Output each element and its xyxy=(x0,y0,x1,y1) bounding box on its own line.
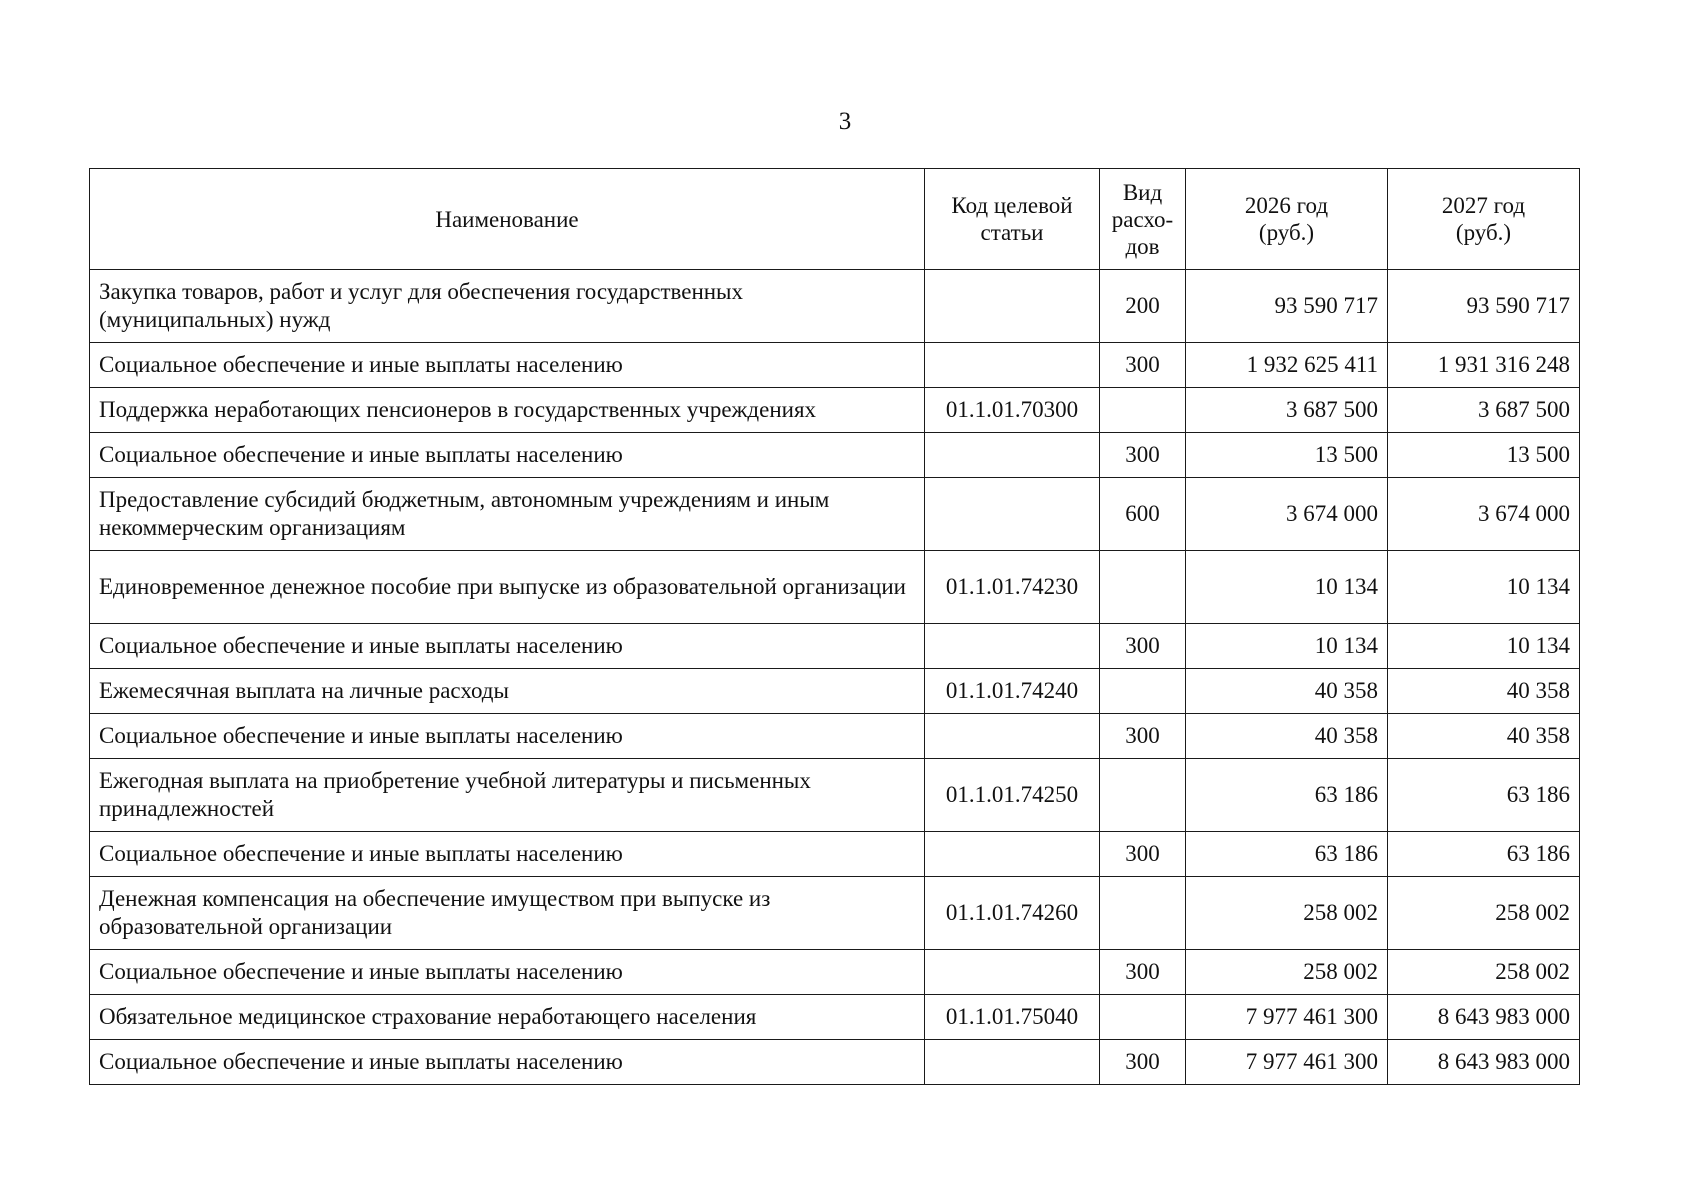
row-name: Ежегодная выплата на приобретение учебной литературы и письменных принадлежностей xyxy=(90,759,925,832)
table-row xyxy=(90,759,1580,832)
row-2027: 40 358 xyxy=(1388,669,1580,714)
row-kind: 300 xyxy=(1100,950,1186,995)
row-2027: 40 358 xyxy=(1388,714,1580,759)
table-header xyxy=(90,169,1580,270)
row-kind xyxy=(1100,995,1186,1040)
row-kind xyxy=(1100,669,1186,714)
page-number: 3 xyxy=(838,108,852,135)
budget-table xyxy=(89,168,1580,1085)
row-code xyxy=(925,714,1100,759)
row-code: 01.1.01.70300 xyxy=(925,388,1100,433)
row-kind: 300 xyxy=(1100,832,1186,877)
row-2026: 63 186 xyxy=(1186,832,1388,877)
row-code xyxy=(925,1040,1100,1085)
table-row xyxy=(90,877,1580,950)
row-name: Социальное обеспечение и иные выплаты населению xyxy=(90,624,925,669)
table-row xyxy=(90,832,1580,877)
row-2026: 13 500 xyxy=(1186,433,1388,478)
row-code xyxy=(925,478,1100,551)
row-name: Единовременное денежное пособие при выпуске из образовательной организации xyxy=(90,551,925,624)
header-kind: Вид расхо- дов xyxy=(1100,169,1186,270)
row-name: Социальное обеспечение и иные выплаты населению xyxy=(90,832,925,877)
row-kind xyxy=(1100,388,1186,433)
row-kind: 300 xyxy=(1100,343,1186,388)
row-2026: 258 002 xyxy=(1186,877,1388,950)
row-kind: 300 xyxy=(1100,714,1186,759)
row-code: 01.1.01.74240 xyxy=(925,669,1100,714)
row-2027: 13 500 xyxy=(1388,433,1580,478)
row-kind: 300 xyxy=(1100,433,1186,478)
row-2026: 93 590 717 xyxy=(1186,270,1388,343)
row-name: Обязательное медицинское страхование неработающего населения xyxy=(90,995,925,1040)
row-2027: 10 134 xyxy=(1388,551,1580,624)
row-2027: 93 590 717 xyxy=(1388,270,1580,343)
row-2026: 3 674 000 xyxy=(1186,478,1388,551)
table-row xyxy=(90,995,1580,1040)
row-code: 01.1.01.74230 xyxy=(925,551,1100,624)
row-2026: 7 977 461 300 xyxy=(1186,995,1388,1040)
row-kind: 600 xyxy=(1100,478,1186,551)
row-name: Ежемесячная выплата на личные расходы xyxy=(90,669,925,714)
table-row xyxy=(90,388,1580,433)
row-name: Закупка товаров, работ и услуг для обеспечения государственных (муниципальных) нужд xyxy=(90,270,925,343)
header-2026: 2026 год (руб.) xyxy=(1186,169,1388,270)
header-row xyxy=(90,169,1580,270)
table-row xyxy=(90,343,1580,388)
header-code: Код целевой статьи xyxy=(925,169,1100,270)
table-row xyxy=(90,478,1580,551)
row-kind xyxy=(1100,877,1186,950)
row-2026: 40 358 xyxy=(1186,669,1388,714)
row-2026: 63 186 xyxy=(1186,759,1388,832)
table-row xyxy=(90,551,1580,624)
table-row xyxy=(90,1040,1580,1085)
table-row xyxy=(90,714,1580,759)
row-code: 01.1.01.75040 xyxy=(925,995,1100,1040)
table-row xyxy=(90,950,1580,995)
row-2027: 10 134 xyxy=(1388,624,1580,669)
row-kind: 200 xyxy=(1100,270,1186,343)
table-row xyxy=(90,669,1580,714)
row-2026: 7 977 461 300 xyxy=(1186,1040,1388,1085)
row-name: Социальное обеспечение и иные выплаты населению xyxy=(90,1040,925,1085)
row-name: Социальное обеспечение и иные выплаты населению xyxy=(90,714,925,759)
row-2027: 63 186 xyxy=(1388,759,1580,832)
row-2027: 63 186 xyxy=(1388,832,1580,877)
row-code xyxy=(925,433,1100,478)
row-kind xyxy=(1100,759,1186,832)
row-kind: 300 xyxy=(1100,624,1186,669)
row-code xyxy=(925,832,1100,877)
row-2026: 1 932 625 411 xyxy=(1186,343,1388,388)
row-code: 01.1.01.74250 xyxy=(925,759,1100,832)
row-2027: 258 002 xyxy=(1388,950,1580,995)
row-2027: 1 931 316 248 xyxy=(1388,343,1580,388)
row-code xyxy=(925,270,1100,343)
row-2027: 3 687 500 xyxy=(1388,388,1580,433)
row-code: 01.1.01.74260 xyxy=(925,877,1100,950)
header-2027: 2027 год (руб.) xyxy=(1388,169,1580,270)
header-name: Наименование xyxy=(90,169,925,270)
row-code xyxy=(925,343,1100,388)
table-row xyxy=(90,433,1580,478)
row-2027: 8 643 983 000 xyxy=(1388,995,1580,1040)
row-code xyxy=(925,950,1100,995)
row-2026: 10 134 xyxy=(1186,624,1388,669)
row-2027: 3 674 000 xyxy=(1388,478,1580,551)
row-2026: 40 358 xyxy=(1186,714,1388,759)
row-name: Предоставление субсидий бюджетным, автономным учреждениям и иным некоммерческим организациям xyxy=(90,478,925,551)
row-2026: 10 134 xyxy=(1186,551,1388,624)
row-name: Социальное обеспечение и иные выплаты населению xyxy=(90,343,925,388)
table-row xyxy=(90,624,1580,669)
row-2026: 3 687 500 xyxy=(1186,388,1388,433)
row-name: Поддержка неработающих пенсионеров в государственных учреждениях xyxy=(90,388,925,433)
row-2026: 258 002 xyxy=(1186,950,1388,995)
table-row xyxy=(90,270,1580,343)
row-name: Социальное обеспечение и иные выплаты населению xyxy=(90,950,925,995)
row-code xyxy=(925,624,1100,669)
row-kind xyxy=(1100,551,1186,624)
row-2027: 258 002 xyxy=(1388,877,1580,950)
row-name: Социальное обеспечение и иные выплаты населению xyxy=(90,433,925,478)
row-kind: 300 xyxy=(1100,1040,1186,1085)
row-name: Денежная компенсация на обеспечение имуществом при выпуске из образовательной организации xyxy=(90,877,925,950)
row-2027: 8 643 983 000 xyxy=(1388,1040,1580,1085)
